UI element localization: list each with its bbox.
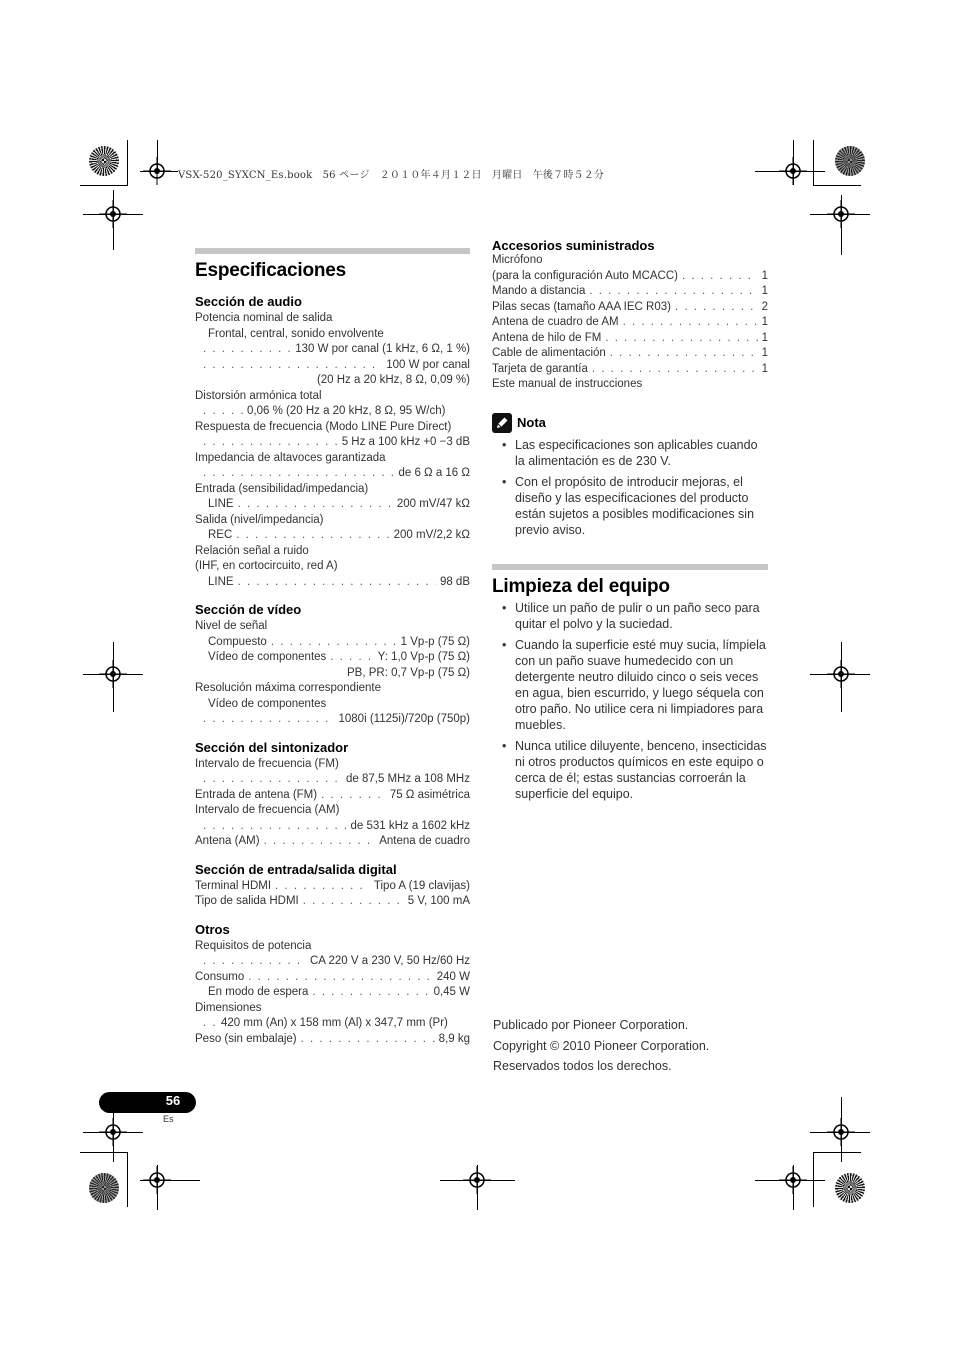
list-item: • Las especificaciones son aplicables cuando la alimentación es de 230 V. bbox=[492, 437, 768, 469]
registration-mark-icon bbox=[463, 1166, 491, 1194]
spec-row: Terminal HDMI . . . Tipo A (19 clavijas) bbox=[195, 879, 470, 895]
spec-row: Salida (nivel/impedancia) bbox=[195, 513, 324, 526]
spec-row: PB, PR: 0,7 Vp-p (75 Ω) bbox=[346, 666, 470, 679]
list-item: • Utilice un paño de pulir o un paño seco para quitar el polvo y la suciedad. bbox=[492, 600, 768, 632]
digital-heading: Sección de entrada/salida digital bbox=[195, 861, 397, 877]
accessory-row: Este manual de instrucciones bbox=[492, 378, 643, 390]
spec-row: . . . 130 W por canal (1 kHz, 6 Ω, 1 %) bbox=[195, 342, 470, 358]
section-bar bbox=[492, 564, 768, 570]
spec-row: Requisitos de potencia bbox=[195, 939, 312, 952]
pencil-note-icon bbox=[492, 413, 512, 433]
note-heading: Nota bbox=[517, 415, 546, 430]
print-header: VSX-520_SYXCN_Es.book 56 ページ ２０１０年４月１２日 月曜日 午後７時５２分 bbox=[178, 170, 605, 181]
copyright-line: Copyright © 2010 Pioneer Corporation. bbox=[493, 1039, 710, 1053]
registration-mark-icon bbox=[143, 1166, 171, 1194]
list-item: • Nunca utilice diluyente, benceno, insecticidas ni otros productos químicos en este equipo o cerca de él; estas sustancias corroerán la superficie del equipo. bbox=[492, 738, 768, 802]
spec-row: Respuesta de frecuencia (Modo LINE Pure Direct) bbox=[195, 420, 452, 433]
section-bar bbox=[195, 248, 470, 254]
spec-row: Entrada (sensibilidad/impedancia) bbox=[195, 482, 369, 495]
audio-heading: Sección de audio bbox=[195, 294, 302, 309]
accessory-row: Antena de cuadro de AM . . . 1 bbox=[492, 315, 768, 331]
cleaning-title: Limpieza del equipo bbox=[492, 575, 670, 597]
spec-row: . . . 420 mm (An) x 158 mm (Al) x 347,7 mm (Pr) bbox=[195, 1016, 470, 1032]
registration-mark-icon bbox=[827, 1118, 855, 1146]
spec-row: (20 Hz a 20 kHz, 8 Ω, 0,09 %) bbox=[316, 374, 470, 386]
digital-section bbox=[195, 862, 470, 910]
spec-row: Distorsión armónica total bbox=[195, 389, 322, 402]
accessory-row: (para la configuración Auto MCACC) . . . 1 bbox=[492, 269, 768, 285]
spec-row: En modo de espera . . . 0,45 W bbox=[195, 985, 470, 1001]
spec-row: Entrada de antena (FM) . . . 75 Ω asimétrica bbox=[195, 788, 470, 804]
spec-row: Consumo . . . 240 W bbox=[195, 970, 470, 986]
accessory-row: Mando a distancia . . . 1 bbox=[492, 284, 768, 300]
accessory-row: Cable de alimentación . . . 1 bbox=[492, 346, 768, 362]
others-heading: Otros bbox=[195, 921, 230, 937]
starburst-target-icon bbox=[89, 1173, 119, 1203]
spec-row: Antena (AM) . . . Antena de cuadro bbox=[195, 834, 470, 850]
right-column bbox=[492, 238, 768, 807]
starburst-target-icon bbox=[835, 1173, 865, 1203]
accessories-heading: Accesorios suministrados bbox=[492, 238, 655, 253]
publisher-line: Publicado por Pioneer Corporation. bbox=[493, 1018, 689, 1032]
accessory-row: Pilas secas (tamaño AAA IEC R03) . . . 2 bbox=[492, 300, 768, 316]
spec-row: Dimensiones bbox=[195, 1001, 262, 1014]
spec-row: Resolución máxima correspondiente bbox=[195, 682, 382, 694]
spec-row: Tipo de salida HDMI . . . 5 V, 100 mA bbox=[195, 894, 470, 910]
spec-row: REC . . . 200 mV/2,2 kΩ bbox=[195, 528, 470, 544]
registration-mark-icon bbox=[779, 157, 807, 185]
spec-row: Impedancia de altavoces garantizada bbox=[195, 451, 386, 464]
page-number: 56 bbox=[165, 1093, 181, 1108]
page-language: Es bbox=[163, 1114, 174, 1124]
spec-row: Compuesto . . . 1 Vp-p (75 Ω) bbox=[195, 635, 470, 651]
accessory-row: Tarjeta de garantía . . . 1 bbox=[492, 362, 768, 378]
spec-row: Vídeo de componentes . . . Y: 1,0 Vp-p (75 Ω) bbox=[195, 650, 470, 666]
spec-row: . . . de 87,5 MHz a 108 MHz bbox=[195, 772, 470, 788]
specifications-column bbox=[195, 248, 470, 1047]
starburst-target-icon bbox=[835, 146, 865, 176]
spec-row: Peso (sin embalaje) . . . 8,9 kg bbox=[195, 1032, 470, 1048]
list-item: • Con el propósito de introducir mejoras, el diseño y las especificaciones del producto están sujetos a posibles modificaciones sin previo aviso. bbox=[492, 474, 768, 538]
others-section bbox=[195, 922, 470, 1048]
spec-row: Intervalo de frecuencia (AM) bbox=[195, 804, 340, 816]
spec-row: LINE . . . 98 dB bbox=[195, 575, 470, 591]
registration-mark-icon bbox=[143, 157, 171, 185]
video-section bbox=[195, 602, 470, 728]
tuner-heading: Sección del sintonizador bbox=[195, 739, 349, 755]
tuner-section bbox=[195, 740, 470, 850]
note-list bbox=[492, 437, 768, 538]
spec-row: Potencia nominal de salida bbox=[195, 312, 333, 324]
audio-section bbox=[195, 294, 470, 590]
spec-row: Relación señal a ruido bbox=[195, 544, 309, 557]
spec-row: . . . 5 Hz a 100 kHz +0 −3 dB bbox=[195, 435, 470, 451]
specifications-title: Especificaciones bbox=[195, 260, 346, 281]
spec-row: Intervalo de frecuencia (FM) bbox=[195, 757, 339, 770]
spec-row: . . . de 531 kHz a 1602 kHz bbox=[195, 819, 470, 835]
spec-row: Vídeo de componentes bbox=[208, 697, 327, 710]
spec-row: . . . 1080i (1125i)/720p (750p) bbox=[195, 712, 470, 728]
spec-row: LINE . . . 200 mV/47 kΩ bbox=[195, 497, 470, 513]
list-item: • Cuando la superficie esté muy sucia, límpiela con un paño suave humedecido con un detergente neutro diluido cinco o seis veces en agua, bien escurrido, y luego séquela con otro paño. No utilice cera ni limpiadores para muebles. bbox=[492, 637, 768, 733]
spec-row: Nivel de señal bbox=[195, 620, 268, 632]
registration-mark-icon bbox=[99, 660, 127, 688]
spec-row: Frontal, central, sonido envolvente bbox=[208, 327, 384, 340]
video-heading: Sección de vídeo bbox=[195, 602, 302, 617]
rights-line: Reservados todos los derechos. bbox=[493, 1059, 672, 1073]
spec-row: . . . 100 W por canal bbox=[195, 358, 470, 374]
cleaning-list bbox=[492, 600, 768, 802]
registration-mark-icon bbox=[779, 1166, 807, 1194]
accessory-row: Antena de hilo de FM . . . 1 bbox=[492, 331, 768, 347]
spec-row: . . . CA 220 V a 230 V, 50 Hz/60 Hz bbox=[195, 954, 470, 970]
accessory-row: Micrófono bbox=[492, 254, 543, 266]
note-header bbox=[492, 413, 768, 433]
spec-row: . . . 0,06 % (20 Hz a 20 kHz, 8 Ω, 95 W/ch) bbox=[195, 404, 470, 420]
registration-mark-icon bbox=[99, 200, 127, 228]
starburst-target-icon bbox=[89, 146, 119, 176]
registration-mark-icon bbox=[99, 1118, 127, 1146]
registration-mark-icon bbox=[827, 200, 855, 228]
spec-row: . . . de 6 Ω a 16 Ω bbox=[195, 466, 470, 482]
spec-row: (IHF, en cortocircuito, red A) bbox=[195, 560, 338, 572]
registration-mark-icon bbox=[827, 660, 855, 688]
